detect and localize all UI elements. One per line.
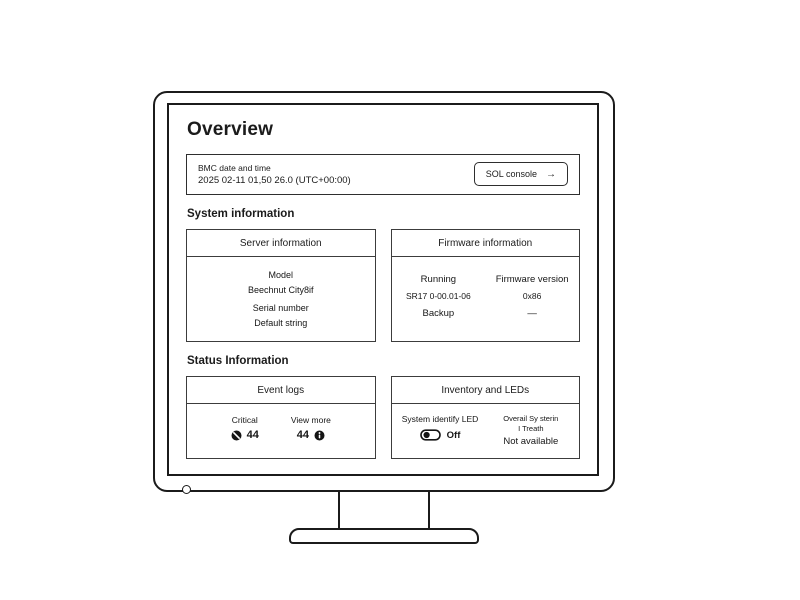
monitor-stand-neck xyxy=(338,492,430,530)
view-more-stat[interactable] xyxy=(291,415,331,441)
sol-console-label: SOL console xyxy=(485,169,537,179)
inventory-leds-card xyxy=(391,376,581,459)
server-information-card-body xyxy=(187,257,375,331)
inventory-leds-card-body xyxy=(392,404,580,447)
overall-health-value: Not available xyxy=(503,436,559,447)
monitor-bezel xyxy=(153,91,615,492)
running-label: Running xyxy=(420,274,457,285)
model-label: Model xyxy=(268,270,293,280)
system-information-row xyxy=(186,229,580,342)
bmc-datetime-value: 2025 02-11 01,50 26.0 (UTC+00:00) xyxy=(198,174,351,186)
model-value: Beechnut City8if xyxy=(247,285,314,295)
bmc-datetime-group xyxy=(198,162,351,187)
firmware-version-value: 0x86 xyxy=(522,291,542,301)
firmware-information-card-body xyxy=(392,257,580,319)
critical-count: 44 xyxy=(246,429,259,441)
backup-label: Backup xyxy=(422,308,455,319)
system-identify-led-label: System identify LED xyxy=(401,414,479,424)
serial-number-pair xyxy=(187,301,375,331)
page-title: Overview xyxy=(187,119,274,140)
identify-led-state: Off xyxy=(446,429,461,441)
firmware-information-card xyxy=(391,229,581,342)
firmware-version-label: Firmware version xyxy=(495,274,569,285)
status-information-row xyxy=(186,376,580,459)
inventory-leds-card-header: Inventory and LEDs xyxy=(392,377,580,404)
event-logs-card xyxy=(186,376,376,459)
firmware-version-column xyxy=(485,274,579,319)
view-more-count: 44 xyxy=(296,429,309,441)
overall-health-label-line2: I Treath xyxy=(518,424,544,433)
toggle-off-icon[interactable] xyxy=(420,429,441,441)
overall-health-group xyxy=(489,414,579,447)
firmware-information-card-header: Firmware information xyxy=(392,230,580,257)
section-heading-system-information: System information xyxy=(187,208,295,220)
backup-version-value: — xyxy=(527,308,537,319)
model-pair xyxy=(187,268,375,298)
arrow-right-icon: → xyxy=(546,168,556,180)
serial-number-value: Default string xyxy=(254,318,308,328)
blocked-circle-icon xyxy=(231,430,242,441)
overall-health-label-line1: Overail Sy sterin xyxy=(503,414,559,423)
monitor-stand-base xyxy=(289,528,479,544)
bmc-datetime-label: BMC date and time xyxy=(198,162,271,173)
sol-console-button[interactable] xyxy=(474,162,568,186)
info-circle-icon xyxy=(314,430,325,441)
section-heading-status-information: Status Information xyxy=(187,355,289,367)
critical-count-group xyxy=(231,429,259,441)
identify-led-state-group xyxy=(392,429,489,441)
system-identify-led-group xyxy=(392,414,489,447)
server-information-card-header: Server information xyxy=(187,230,375,257)
bmc-datetime-panel xyxy=(186,154,580,195)
event-logs-card-header: Event logs xyxy=(187,377,375,404)
running-version-value: SR17 0-00.01-06 xyxy=(406,291,471,301)
view-more-count-group xyxy=(291,429,331,441)
power-indicator-light xyxy=(182,485,191,494)
critical-label: Critical xyxy=(231,415,258,425)
view-more-label[interactable]: View more xyxy=(290,415,331,425)
serial-number-label: Serial number xyxy=(252,303,309,313)
event-logs-card-body xyxy=(187,404,375,441)
server-information-card xyxy=(186,229,376,342)
firmware-running-column xyxy=(392,274,486,319)
critical-events-stat xyxy=(231,415,259,441)
monitor-screen xyxy=(167,103,599,476)
